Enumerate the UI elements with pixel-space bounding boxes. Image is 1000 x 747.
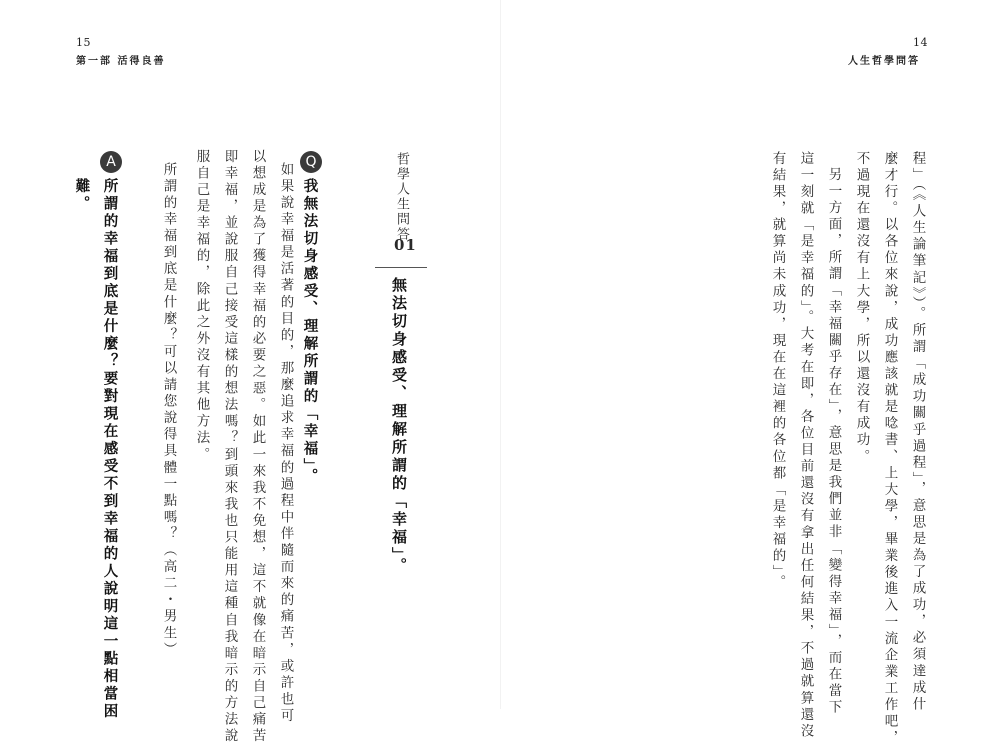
section-label-number: 01 — [394, 236, 417, 254]
right-body-line-1: 程」（《人生論筆記》）。所謂「成功關乎過程」，意思是為了成功，必須達成什 — [909, 151, 926, 714]
page-number-left: 15 — [76, 36, 91, 49]
right-body-line-4: 另一方面，所謂「幸福關乎存在」，意思是我們並非「變得幸福」，而在當下 — [825, 167, 842, 717]
question-body-line-2: 以想成是為了獲得幸福的必要之惡。如此一來我不免想，這不就像在暗示自己痛苦 — [249, 149, 266, 745]
answer-badge: A — [100, 151, 122, 173]
answer-title-line-2: 難。 — [73, 178, 90, 213]
right-body-line-5: 這一刻就「是幸福的」。大考在即，各位目前還沒有拿出任何結果，不過就算還沒 — [797, 151, 814, 741]
answer-title-line-1: 所謂的幸福到底是什麼？要對現在感受不到幸福的人說明這一點相當困 — [101, 178, 118, 721]
question-body-line-5: 所謂的幸福到底是什麼？可以請您說得具體一點嗎？（高二・男生） — [160, 162, 177, 659]
page-number-right: 14 — [913, 36, 928, 49]
page-spine — [500, 0, 501, 709]
right-body-line-2: 麼才行。以各位來說，成功應該就是唸書、上大學，畢業後進入一流企業工作吧， — [881, 151, 898, 747]
running-head-right: 人生哲學問答 — [848, 56, 920, 67]
running-head-left: 第一部 活得良善 — [76, 56, 166, 67]
right-body-line-3: 不過現在還沒有上大學，所以還沒有成功。 — [853, 151, 870, 466]
question-body-line-1: 如果說幸福是活著的目的，那麼追求幸福的過程中伴隨而來的痛苦，或許也可 — [277, 162, 294, 725]
right-body-line-6: 有結果，就算尚未成功，現在在這裡的各位都「是幸福的」。 — [769, 151, 786, 592]
section-label-top: 哲學人生問答 — [394, 152, 409, 242]
section-divider — [375, 267, 427, 268]
question-title: 我無法切身感受、理解所謂的「幸福」。 — [301, 178, 318, 486]
question-badge: Q — [300, 151, 322, 173]
question-body-line-3: 即幸福，並說服自己接受這樣的想法嗎？到頭來我也只能用這種自我暗示的方法說 — [221, 149, 238, 745]
section-heading: 無法切身感受、理解所謂的「幸福」。 — [390, 277, 408, 576]
question-body-line-4: 服自己是幸福的，除此之外沒有其他方法。 — [193, 149, 210, 464]
